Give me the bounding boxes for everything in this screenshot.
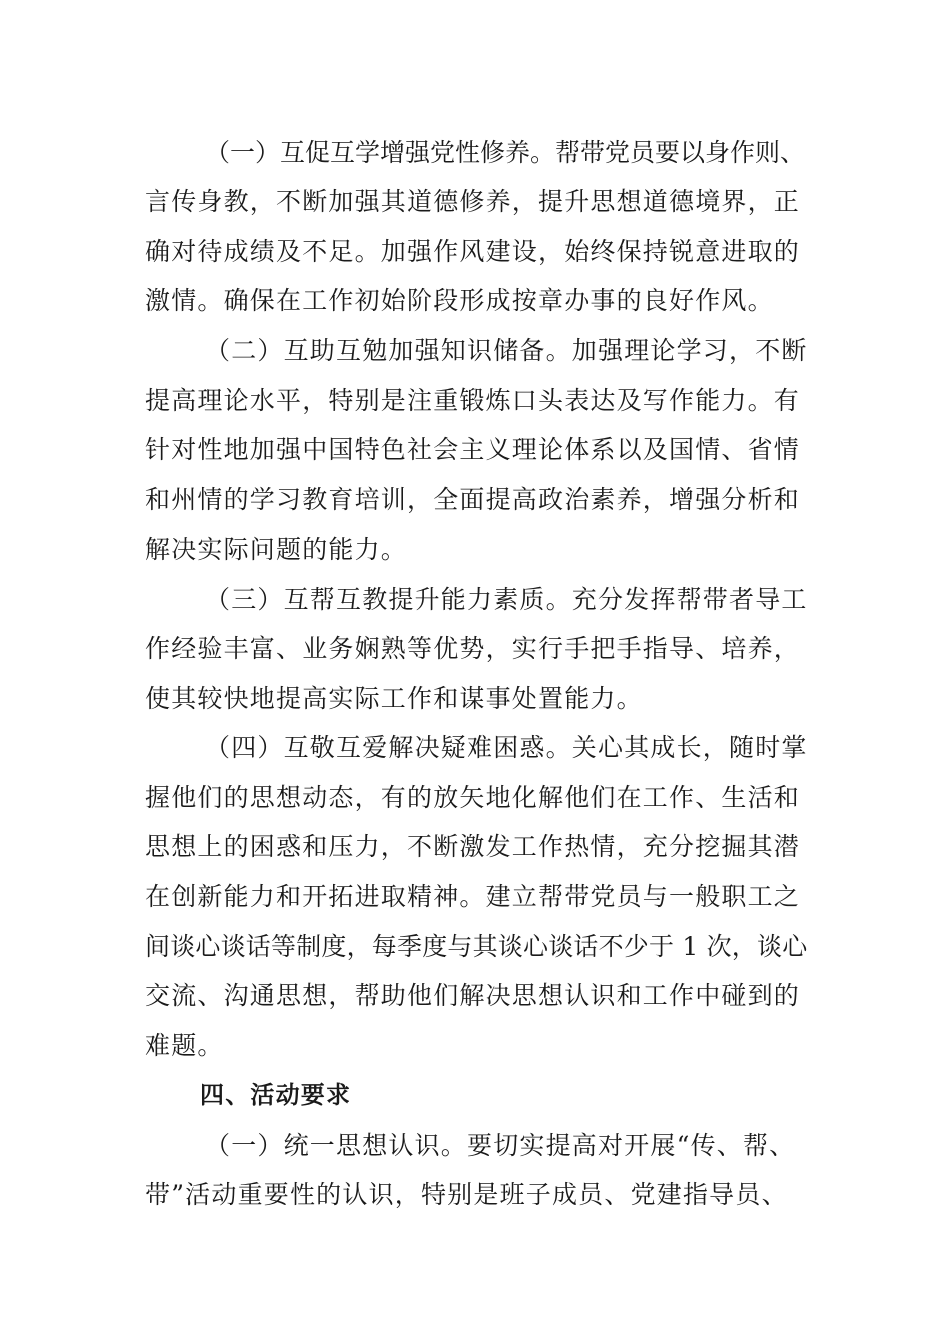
paragraph-3-line-3: 使其较快地提高实际工作和谋事处置能力。 xyxy=(145,684,643,713)
paragraph-4-line-7: 难题。 xyxy=(145,1031,224,1060)
paragraph-2-line-4: 和州情的学习教育培训，全面提高政治素养，增强分析和 xyxy=(145,485,801,514)
paragraph-3-line-2: 作经验丰富、业务娴熟等优势，实行手把手指导、培养， xyxy=(145,634,801,663)
paragraph-1-line-3: 确对待成绩及不足。加强作风建设，始终保持锐意进取的 xyxy=(145,237,801,266)
paragraph-2-line-5: 解决实际问题的能力。 xyxy=(145,535,408,564)
paragraph-4-line-6: 交流、沟通思想，帮助他们解决思想认识和工作中碰到的 xyxy=(145,981,801,1010)
paragraph-5-line-2: 带”活动重要性的认识，特别是班子成员、党建指导员、 xyxy=(145,1180,788,1209)
paragraph-2-line-2: 提高理论水平，特别是注重锻炼口头表达及写作能力。有 xyxy=(145,386,801,415)
paragraph-4-line-1: （四）互敬互爱解决疑难困惑。关心其成长，随时掌 xyxy=(205,733,808,762)
paragraph-4-line-4: 在创新能力和开拓进取精神。建立帮带党员与一般职工之 xyxy=(145,882,801,911)
section-heading: 四、活动要求 xyxy=(200,1081,352,1109)
paragraph-1-line-4: 激情。确保在工作初始阶段形成按章办事的良好作风。 xyxy=(145,286,774,315)
paragraph-2-line-1: （二）互助互勉加强知识储备。加强理论学习，不断 xyxy=(205,336,808,365)
paragraph-1-line-1: （一）互促互学增强党性修养。帮带党员要以身作则、 xyxy=(205,138,806,167)
paragraph-3-line-1: （三）互帮互教提升能力素质。充分发挥帮带者导工 xyxy=(205,585,808,614)
paragraph-5-line-1: （一）统一思想认识。要切实提高对开展“传、帮、 xyxy=(205,1131,796,1160)
paragraph-1-line-2: 言传身教，不断加强其道德修养，提升思想道德境界，正 xyxy=(145,187,801,216)
paragraph-4-line-2: 握他们的思想动态，有的放矢地化解他们在工作、生活和 xyxy=(145,783,801,812)
paragraph-2-line-3: 针对性地加强中国特色社会主义理论体系以及国情、省情 xyxy=(145,435,801,464)
paragraph-4-line-3: 思想上的困惑和压力，不断激发工作热情，充分挖掘其潜 xyxy=(145,832,801,861)
paragraph-4-line-5: 间谈心谈话等制度，每季度与其谈心谈话不少于 1 次，谈心 xyxy=(145,932,808,961)
